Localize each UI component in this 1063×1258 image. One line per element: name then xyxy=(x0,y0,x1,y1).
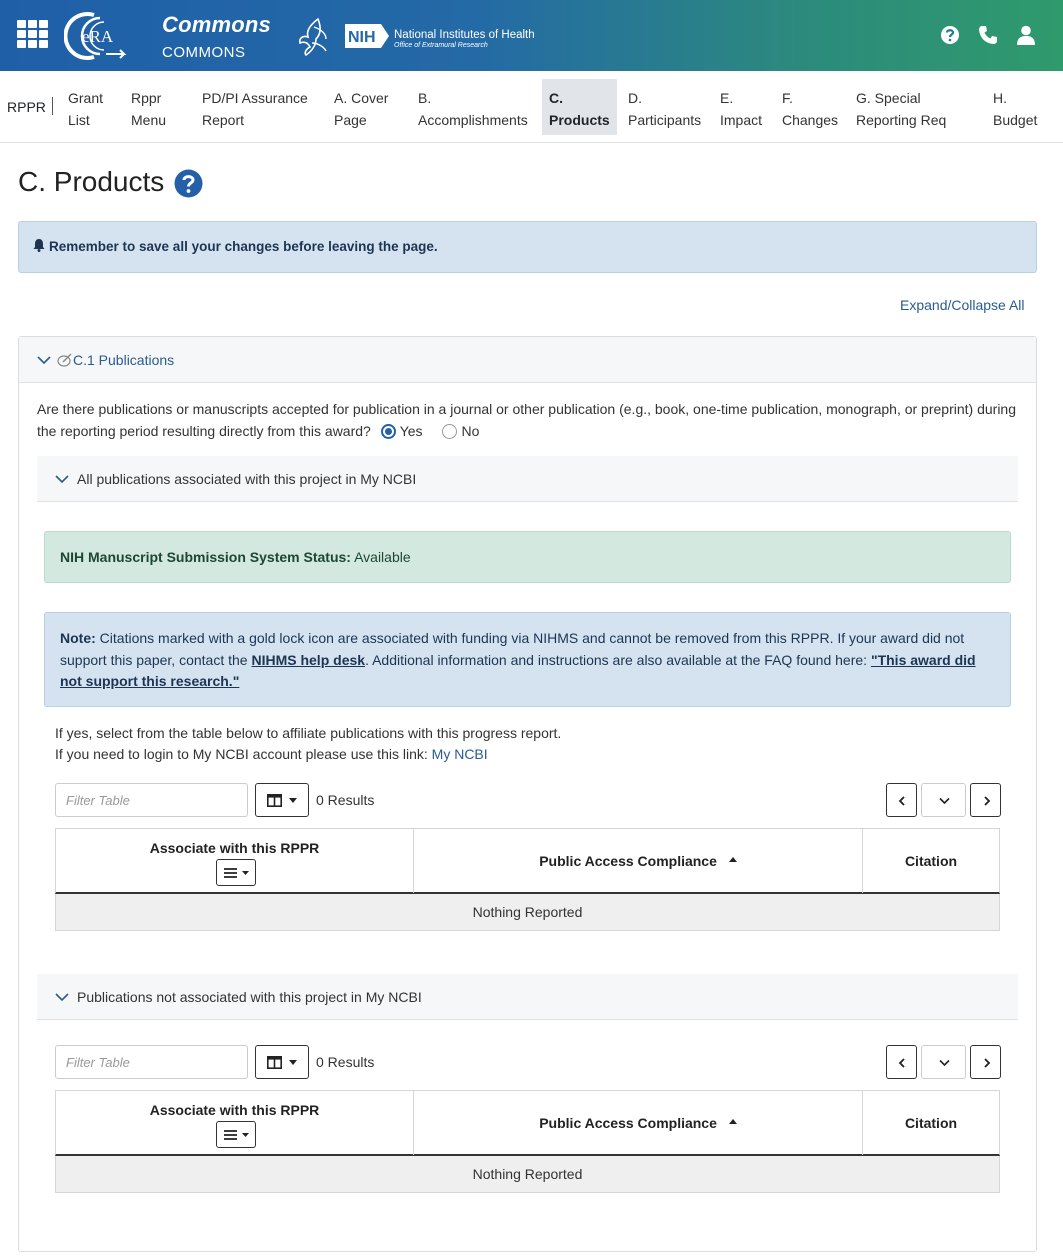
publications-question xyxy=(37,398,1027,442)
nihms-note-alert xyxy=(44,612,1011,707)
next-page-button[interactable] xyxy=(970,1045,1001,1079)
not-associated-publications-title: Publications not associated with this project in My NCBI xyxy=(77,989,422,1005)
app-subtitle: COMMONS xyxy=(162,44,246,61)
chevron-left-icon xyxy=(898,1058,906,1068)
nih-name: National Institutes of Health xyxy=(394,29,535,41)
bell-icon xyxy=(33,239,45,252)
help-circle-icon[interactable] xyxy=(939,24,961,46)
chevron-right-icon xyxy=(983,1058,991,1068)
note-text-1: Citations marked with a gold lock icon are associated with funding via NIHMS and cannot be removed from this RPPR. If your award did not support this paper, contact the xyxy=(60,630,965,668)
nav-participants[interactable]: D. Participants xyxy=(628,90,702,128)
rppr-nav xyxy=(0,71,1063,143)
column-chooser-button[interactable] xyxy=(255,783,309,817)
nav-products[interactable]: C. Products xyxy=(542,79,617,135)
chevron-right-icon xyxy=(983,796,991,806)
columns-icon xyxy=(267,1056,282,1069)
results-count: 0 Results xyxy=(316,1054,375,1070)
nav-impact[interactable]: E. Impact xyxy=(720,90,763,128)
bulk-select-menu-button[interactable] xyxy=(216,859,256,886)
caret-down-icon xyxy=(289,1060,297,1065)
nav-grant-list[interactable]: Grant List xyxy=(68,90,104,128)
caret-down-icon xyxy=(289,798,297,803)
apps-grid-icon[interactable] xyxy=(17,20,48,49)
yes-label: Yes xyxy=(399,423,423,439)
prev-page-button[interactable] xyxy=(886,1045,917,1079)
nihms-status-alert xyxy=(44,531,1011,583)
not-associated-publications-header[interactable] xyxy=(37,974,1018,1020)
page-select[interactable] xyxy=(921,1045,966,1079)
my-ncbi-link[interactable]: My NCBI xyxy=(431,746,488,762)
nav-cover-page[interactable]: A. Cover Page xyxy=(334,90,389,128)
column-chooser-button[interactable] xyxy=(255,1045,309,1079)
nav-root: RPPR xyxy=(7,99,46,115)
column-public-access-compliance[interactable]: Public Access Compliance xyxy=(414,1091,863,1155)
affiliate-instructions xyxy=(55,723,561,765)
filter-table-input[interactable]: Filter Table xyxy=(55,783,248,817)
caret-down-icon xyxy=(242,1133,249,1137)
table-header xyxy=(55,1090,1000,1156)
nav-pdpi-assurance[interactable]: PD/PI Assurance Report xyxy=(202,90,308,128)
nav-changes[interactable]: F. Changes xyxy=(782,90,839,128)
column-associate[interactable]: Associate with this RPPR xyxy=(56,829,414,893)
table-header xyxy=(55,828,1000,894)
list-icon xyxy=(224,1130,237,1140)
nav-accomplishments[interactable]: B. Accomplishments xyxy=(418,90,528,128)
help-circle-icon[interactable] xyxy=(174,169,203,198)
filter-table-input[interactable]: Filter Table xyxy=(55,1045,248,1079)
nih-logo xyxy=(345,24,389,48)
edit-note-icon xyxy=(57,353,73,367)
next-page-button[interactable] xyxy=(970,783,1001,817)
column-citation[interactable]: Citation xyxy=(904,853,958,869)
svg-text:NIH: NIH xyxy=(348,29,376,46)
question-text: Are there publications or manuscripts accepted for publication in a journal or other publication (e.g., book, one-time publication, monograph, or preprint) during the reporting period resulting directly from this award? xyxy=(37,401,1016,439)
chevron-left-icon xyxy=(898,796,906,806)
column-associate[interactable]: Associate with this RPPR xyxy=(56,1091,414,1155)
save-reminder-alert xyxy=(18,221,1037,273)
empty-table-message: Nothing Reported xyxy=(55,894,1000,931)
nihms-status-label: NIH Manuscript Submission System Status: xyxy=(60,549,351,565)
expand-collapse-all-link[interactable]: Expand/Collapse All xyxy=(900,297,1025,313)
no-label: No xyxy=(461,423,480,439)
nih-office: Office of Extramural Research xyxy=(394,42,488,49)
no-radio[interactable] xyxy=(442,424,457,439)
chevron-down-icon[interactable] xyxy=(55,990,69,1004)
list-icon xyxy=(224,868,237,878)
note-label: Note: xyxy=(60,630,96,646)
svg-text:eRA: eRA xyxy=(82,27,114,46)
columns-icon xyxy=(267,794,282,807)
caret-down-icon xyxy=(242,871,249,875)
nihms-help-desk-link[interactable]: NIHMS help desk xyxy=(251,651,366,668)
sort-ascending-icon xyxy=(729,1119,737,1124)
faq-link[interactable]: "This award did not support this research." xyxy=(60,651,976,689)
nav-special-reporting[interactable]: G. Special Reporting Req xyxy=(856,90,947,128)
app-title: Commons xyxy=(162,12,271,37)
column-public-access-compliance[interactable]: Public Access Compliance xyxy=(414,829,863,893)
save-reminder-text: Remember to save all your changes before leaving the page. xyxy=(49,239,438,254)
chevron-down-icon[interactable] xyxy=(37,353,51,367)
sort-ascending-icon xyxy=(729,857,737,862)
column-citation[interactable]: Citation xyxy=(904,1115,958,1131)
chevron-down-icon xyxy=(939,797,950,805)
page-select[interactable] xyxy=(921,783,966,817)
results-count: 0 Results xyxy=(316,792,375,808)
nav-divider xyxy=(52,97,53,115)
chevron-down-icon[interactable] xyxy=(55,472,69,486)
hhs-eagle-icon xyxy=(296,17,330,57)
nihms-status-value: Available xyxy=(354,549,411,565)
nav-rppr-menu[interactable]: Rppr Menu xyxy=(131,90,167,128)
associated-publications-title: All publications associated with this project in My NCBI xyxy=(77,471,417,487)
chevron-down-icon xyxy=(939,1059,950,1067)
nav-budget[interactable]: H. Budget xyxy=(993,90,1038,128)
instruction-line-2: If you need to login to My NCBI account please use this link: xyxy=(55,746,428,762)
prev-page-button[interactable] xyxy=(886,783,917,817)
empty-table-message: Nothing Reported xyxy=(55,1156,1000,1193)
publications-card-header[interactable] xyxy=(19,337,1036,383)
section-title: C.1 Publications xyxy=(73,352,175,368)
associated-publications-header[interactable] xyxy=(37,456,1018,502)
era-logo[interactable] xyxy=(64,10,128,62)
bulk-select-menu-button[interactable] xyxy=(216,1121,256,1148)
note-text-2: . Additional information and instructions are also available at the FAQ found here: xyxy=(365,651,868,668)
yes-radio[interactable] xyxy=(381,424,396,439)
instruction-line-1: If yes, select from the table below to affiliate publications with this progress report. xyxy=(55,725,562,741)
phone-icon[interactable] xyxy=(977,24,999,46)
top-header xyxy=(0,0,1063,71)
page-title: C. Products xyxy=(18,166,165,197)
user-icon[interactable] xyxy=(1015,24,1037,46)
